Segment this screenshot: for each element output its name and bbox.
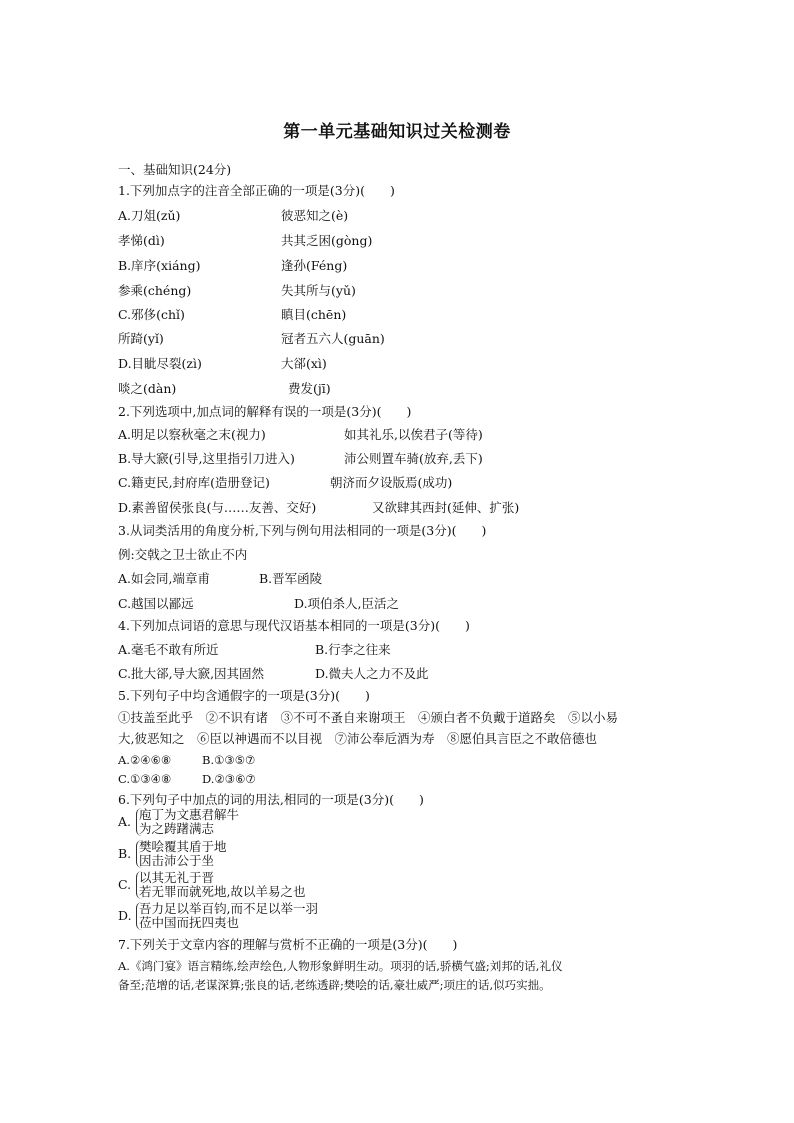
q1-option: 逢孙(Féng) [281,258,348,273]
q6-option-group [118,808,518,836]
q3-option: D.项伯杀人,臣活之 [294,596,400,611]
q3-example: 例:交戟之卫士欲止不内 [118,547,248,562]
question-3-stem: 3.从词类活用的角度分析,下列与例句用法相同的一项是(3分)( ) [118,523,487,538]
q5-sentences: ①技盖至此乎 ②不识有诸 ③不可不蚤自来谢项王 ④颁白者不负戴于道路矣 ⑤以小易 [118,710,619,725]
q2-option: A.明足以察秋毫之末(视力) [118,427,266,442]
q6-sentence: 庖丁为文惠君解牛 [139,807,240,822]
q1-option: 孝悌(dì) [118,233,165,248]
q1-option: 失其所与(yǔ) [281,283,356,298]
question-6-stem: 6.下列句子中加点的词的用法,相同的一项是(3分)( ) [118,792,424,807]
q1-option: 瞋目(chēn) [281,307,347,322]
q3-option: A.如会同,端章甫 [118,571,210,586]
q5-sentences: 大,彼恶知之 ⑥臣以神遇而不以目视 ⑦沛公奉卮酒为寿 ⑧愿伯具言臣之不敢倍德也 [118,731,597,746]
q6-option-label: C. [118,877,132,892]
q2-option: 又欲肆其西封(延伸、扩张) [372,500,520,515]
q4-option: D.微夫人之力不及此 [315,666,429,681]
q5-option: C.①③④⑧ [118,772,172,786]
brace [136,871,305,899]
q6-sentence: 因击沛公于坐 [139,853,215,868]
q1-option: B.庠序(xiáng) [118,258,201,273]
q4-option: C.批大郤,导大窾,因其固然 [118,666,265,681]
question-1-stem: 1.下列加点字的注音全部正确的一项是(3分)( ) [118,183,395,198]
question-4-stem: 4.下列加点词语的意思与现代汉语基本相同的一项是(3分)( ) [118,618,470,633]
q1-option: 共其乏困(gòng) [281,233,373,248]
q6-sentence: 莅中国而抚四夷也 [139,915,240,930]
question-2-stem: 2.下列选项中,加点词的解释有误的一项是(3分)( ) [118,404,412,419]
q6-sentence: 吾力足以举百钧,而不足以举一羽 [139,901,318,916]
q1-option: 冠者五六人(guān) [281,331,385,346]
q6-option-label: A. [118,814,132,829]
q6-sentence: 为之踌躇满志 [139,821,215,836]
q2-option: B.导大窾(引导,这里指引刀进入) [118,451,295,466]
q6-sentence: 若无罪而就死地,故以羊易之也 [139,884,306,899]
q1-option: 费发(jī) [288,381,331,396]
q2-option: C.籍吏民,封府库(造册登记) [118,475,270,490]
q1-option: A.刀俎(zǔ) [118,208,181,223]
q4-option: A.毫毛不敢有所近 [118,642,219,657]
q4-option: B.行李之往来 [315,642,391,657]
brace [136,840,227,868]
q1-option: 大郤(xì) [281,356,327,371]
q2-option: 沛公则置车骑(放弃,丢下) [344,451,483,466]
q5-option: D.②③⑥⑦ [202,772,256,786]
q5-option: B.①③⑤⑦ [202,753,256,767]
q6-option-label: B. [118,846,132,861]
q1-option: 所踦(yǐ) [118,331,164,346]
q1-option: 啖之(dàn) [118,381,177,396]
page-title: 第一单元基础知识过关检测卷 [283,122,511,142]
q6-option-label: D. [118,908,132,923]
q7-option: A.《鸿门宴》语言精练,绘声绘色,人物形象鲜明生动。项羽的话,骄横气盛;刘邦的话,礼仪 [118,959,563,973]
q6-option-group [118,871,518,899]
q1-option: 彼恶知之(è) [281,208,349,223]
q1-option: D.目眦尽裂(zì) [118,356,202,371]
q2-option: 如其礼乐,以俟君子(等待) [344,427,483,442]
q5-option: A.②④⑥⑧ [118,753,172,767]
q7-option: 备至;范增的话,老谋深算;张良的话,老练透辟;樊哙的话,豪壮威严;项庄的话,似巧实拙。 [118,978,551,992]
question-7-stem: 7.下列关于文章内容的理解与赏析不正确的一项是(3分)( ) [118,937,458,952]
q2-option: D.素善留侯张良(与……友善、交好) [118,500,317,515]
q2-option: 朝济而夕设版焉(成功) [330,475,453,490]
q6-sentence: 以其无礼于晋 [139,870,215,885]
brace [136,902,318,930]
q6-option-group [118,902,518,930]
q3-option: B.晋军函陵 [259,571,323,586]
question-5-stem: 5.下列句子中均含通假字的一项是(3分)( ) [118,688,370,703]
q1-option: C.邪侈(chǐ) [118,307,185,322]
brace [136,808,239,836]
section-heading: 一、基础知识(24分) [118,162,232,177]
q6-option-group [118,840,518,868]
q1-option: 参乘(chéng) [118,283,192,298]
q3-option: C.越国以鄙远 [118,596,194,611]
q6-sentence: 樊哙覆其盾于地 [139,839,227,854]
